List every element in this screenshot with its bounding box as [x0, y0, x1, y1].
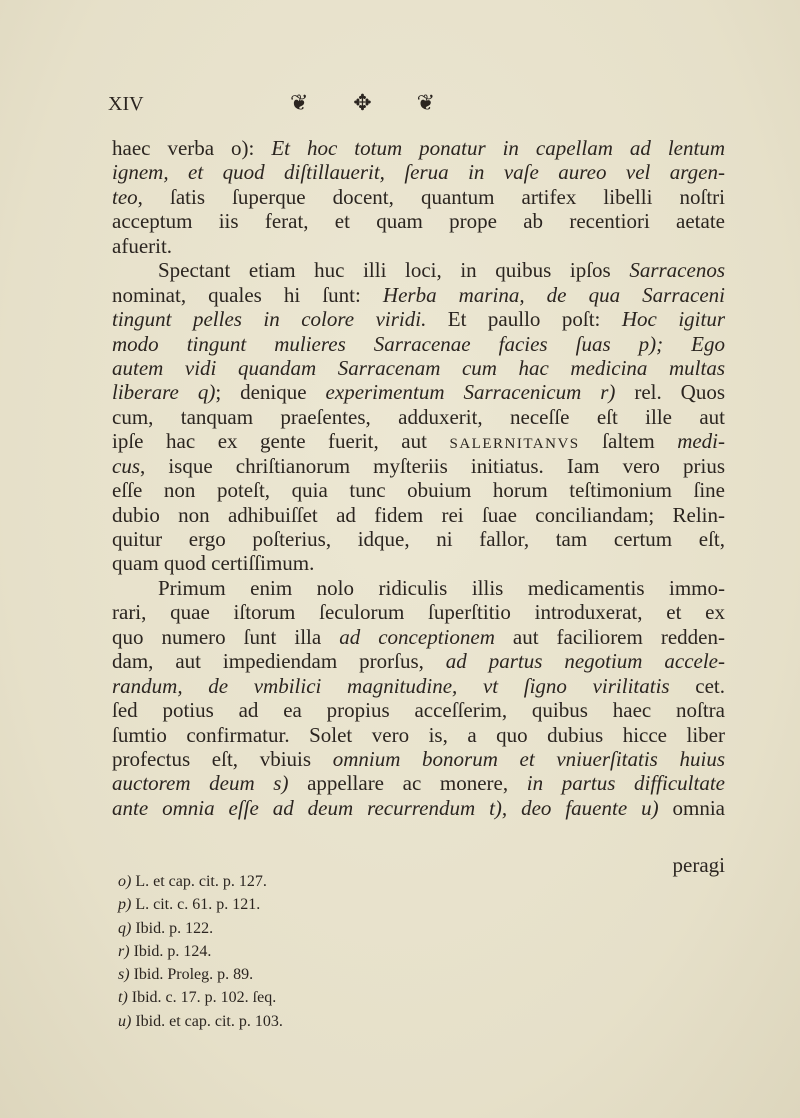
italic-text: teo: [112, 184, 138, 209]
header-ornament-icon: [290, 90, 435, 116]
text-segment: ; denique: [215, 380, 326, 405]
footnotes: [118, 870, 283, 1033]
footnote-label: o): [118, 873, 132, 890]
text-segment: cet.: [669, 673, 725, 698]
text-line: [112, 576, 725, 600]
text-line: [112, 600, 725, 624]
italic-text: ad conceptionem: [339, 624, 495, 649]
footnote-text: L. et cap. cit. p. 127.: [135, 873, 267, 890]
text-segment: rel. Quos: [615, 380, 726, 405]
footnote: [118, 963, 283, 986]
text-segment: Et paullo poſt:: [426, 307, 622, 332]
text-line: [112, 454, 725, 478]
text-line: [112, 747, 725, 771]
text-segment: quo numero ſunt illa: [112, 624, 340, 649]
text-line: [112, 429, 725, 453]
text-segment: ſed potius ad ea propius acceſſerim, quibus haec noſtra: [112, 698, 725, 723]
text-segment: ipſe hac ex gente fuerit, aut: [112, 429, 450, 454]
text-segment: acceptum iis ferat, et quam prope ab recentiori aetate: [112, 209, 725, 234]
italic-text: omnium bonorum et vniuerſitatis huius: [332, 746, 725, 771]
text-line: [112, 234, 725, 258]
italic-text: modo tingunt mulieres Sarracenae facies ſuas p); Ego: [112, 331, 725, 356]
small-caps-text: SALERNITANVS: [449, 436, 580, 453]
text-line: [112, 551, 725, 575]
italic-text: in partus difficultate: [526, 771, 725, 796]
italic-text: medi-: [677, 429, 726, 454]
italic-text: ante omnia eſſe ad deum recurrendum t), deo fauente u): [112, 795, 659, 820]
text-segment: ſumtio confirmatur. Solet vero is, a quo dubius hicce liber: [112, 722, 725, 747]
text-line: [112, 771, 725, 795]
fleuron-left-icon: ❦: [290, 90, 309, 115]
text-line: [112, 649, 725, 673]
text-segment: omnia: [658, 795, 725, 820]
footnote-label: t): [118, 989, 128, 1007]
text-line: [112, 674, 725, 698]
text-segment: dubio non adhibuiſſet ad fidem rei ſuae conciliandam; Relin-: [112, 502, 725, 527]
footnote: [118, 917, 283, 940]
text-line: [112, 625, 725, 649]
text-segment: cum, tanquam praeſentes, adduxerit, neceſſe eſt ille aut: [112, 404, 725, 429]
footnote-label: q): [118, 919, 132, 937]
page-number: XIV: [108, 93, 144, 115]
footnote-text: L. cit. c. 61. p. 121.: [135, 896, 261, 914]
text-line: [112, 380, 725, 404]
text-line: [112, 307, 725, 331]
italic-text: ignem, et quod diſtillauerit, ſerua in vaſe aureo vel argen-: [112, 160, 725, 185]
footnote-text: Ibid. et cap. cit. p. 103.: [135, 1012, 283, 1030]
text-segment: Spectant etiam huc illi loci, in quibus ipſos: [158, 258, 630, 283]
text-segment: Primum enim nolo ridiculis illis medicamentis immo-: [158, 575, 725, 600]
footnote: [118, 893, 283, 916]
footnote-text: Ibid. Proleg. p. 89.: [133, 966, 254, 984]
text-segment: , ſatis ſuperque docent, quantum artifex libelli noſtri: [137, 184, 725, 209]
text-line: [112, 332, 725, 356]
text-segment: aut faciliorem redden-: [494, 624, 725, 649]
italic-text: randum, de vmbilici magnitudine, vt ſigno virilitatis: [112, 673, 670, 698]
text-line: [112, 698, 725, 722]
text-segment: appellare ac monere,: [288, 771, 527, 796]
italic-text: experimentum Sarracenicum r): [325, 380, 616, 405]
text-segment: eſſe non poteſt, quia tunc obuium horum teſtimonium ſine: [112, 478, 725, 503]
text-line: [112, 356, 725, 380]
main-text: [112, 136, 725, 878]
italic-text: auctorem deum s): [112, 771, 289, 796]
text-line: [112, 160, 725, 184]
footnote-text: Ibid. p. 124.: [133, 942, 212, 960]
text-segment: dam, aut impediendam prorſus,: [112, 649, 446, 674]
footnote-text: Ibid. c. 17. p. 102. ſeq.: [131, 989, 277, 1007]
italic-text: Et hoc totum ponatur in capellam ad lentum: [271, 136, 725, 160]
text-line: [112, 405, 725, 429]
footnote: [118, 1010, 283, 1033]
footnote-label: r): [118, 942, 130, 960]
text-segment: afuerit.: [112, 233, 173, 258]
text-segment: peragi: [672, 853, 725, 878]
italic-text: Hoc igitur: [621, 307, 726, 332]
text-line: [112, 527, 725, 551]
footnote-label: s): [118, 966, 130, 984]
text-line: [112, 185, 725, 209]
fleuron-center-icon: ✥: [353, 90, 372, 115]
text-segment: , isque chriſtianorum myſteriis initiatus. Iam vero prius: [140, 453, 725, 478]
text-segment: profectus eſt, vbiuis: [112, 746, 333, 771]
footnote-label: u): [118, 1012, 132, 1030]
fleuron-right-icon: ❦: [416, 90, 435, 115]
italic-text: liberare q): [112, 380, 216, 405]
text-segment: rari, quae iſtorum ſeculorum ſuperſtitio introduxerat, et ex: [112, 600, 725, 625]
text-segment: ſaltem: [579, 429, 678, 454]
italic-text: tingunt pelles in colore viridi.: [112, 307, 427, 332]
footnote-text: Ibid. p. 122.: [135, 919, 214, 937]
footnote: [118, 940, 283, 963]
text-line: [112, 796, 725, 820]
text-segment: quam quod certiſſimum.: [112, 551, 315, 576]
text-line: [112, 136, 725, 160]
italic-text: Sarracenos: [629, 258, 725, 283]
footnote: [118, 986, 283, 1009]
text-line: [112, 283, 725, 307]
italic-text: autem vidi quandam Sarracenam cum hac medicina multas: [112, 355, 725, 380]
text-segment: quitur ergo poſterius, idque, ni fallor, tam certum eſt,: [112, 527, 725, 551]
text-segment: nominat, quales hi ſunt:: [112, 282, 383, 307]
italic-text: ad partus negotium accele-: [445, 649, 726, 674]
text-line: [112, 723, 725, 747]
footnote-label: p): [118, 896, 132, 914]
text-line: [112, 478, 725, 502]
italic-text: Herba marina, de qua Sarraceni: [382, 282, 725, 307]
footnote: [118, 870, 283, 893]
italic-text: cus: [112, 453, 140, 478]
text-segment: haec verba o):: [112, 136, 272, 160]
text-line: [112, 503, 725, 527]
text-line: [112, 209, 725, 233]
text-line: [112, 258, 725, 282]
